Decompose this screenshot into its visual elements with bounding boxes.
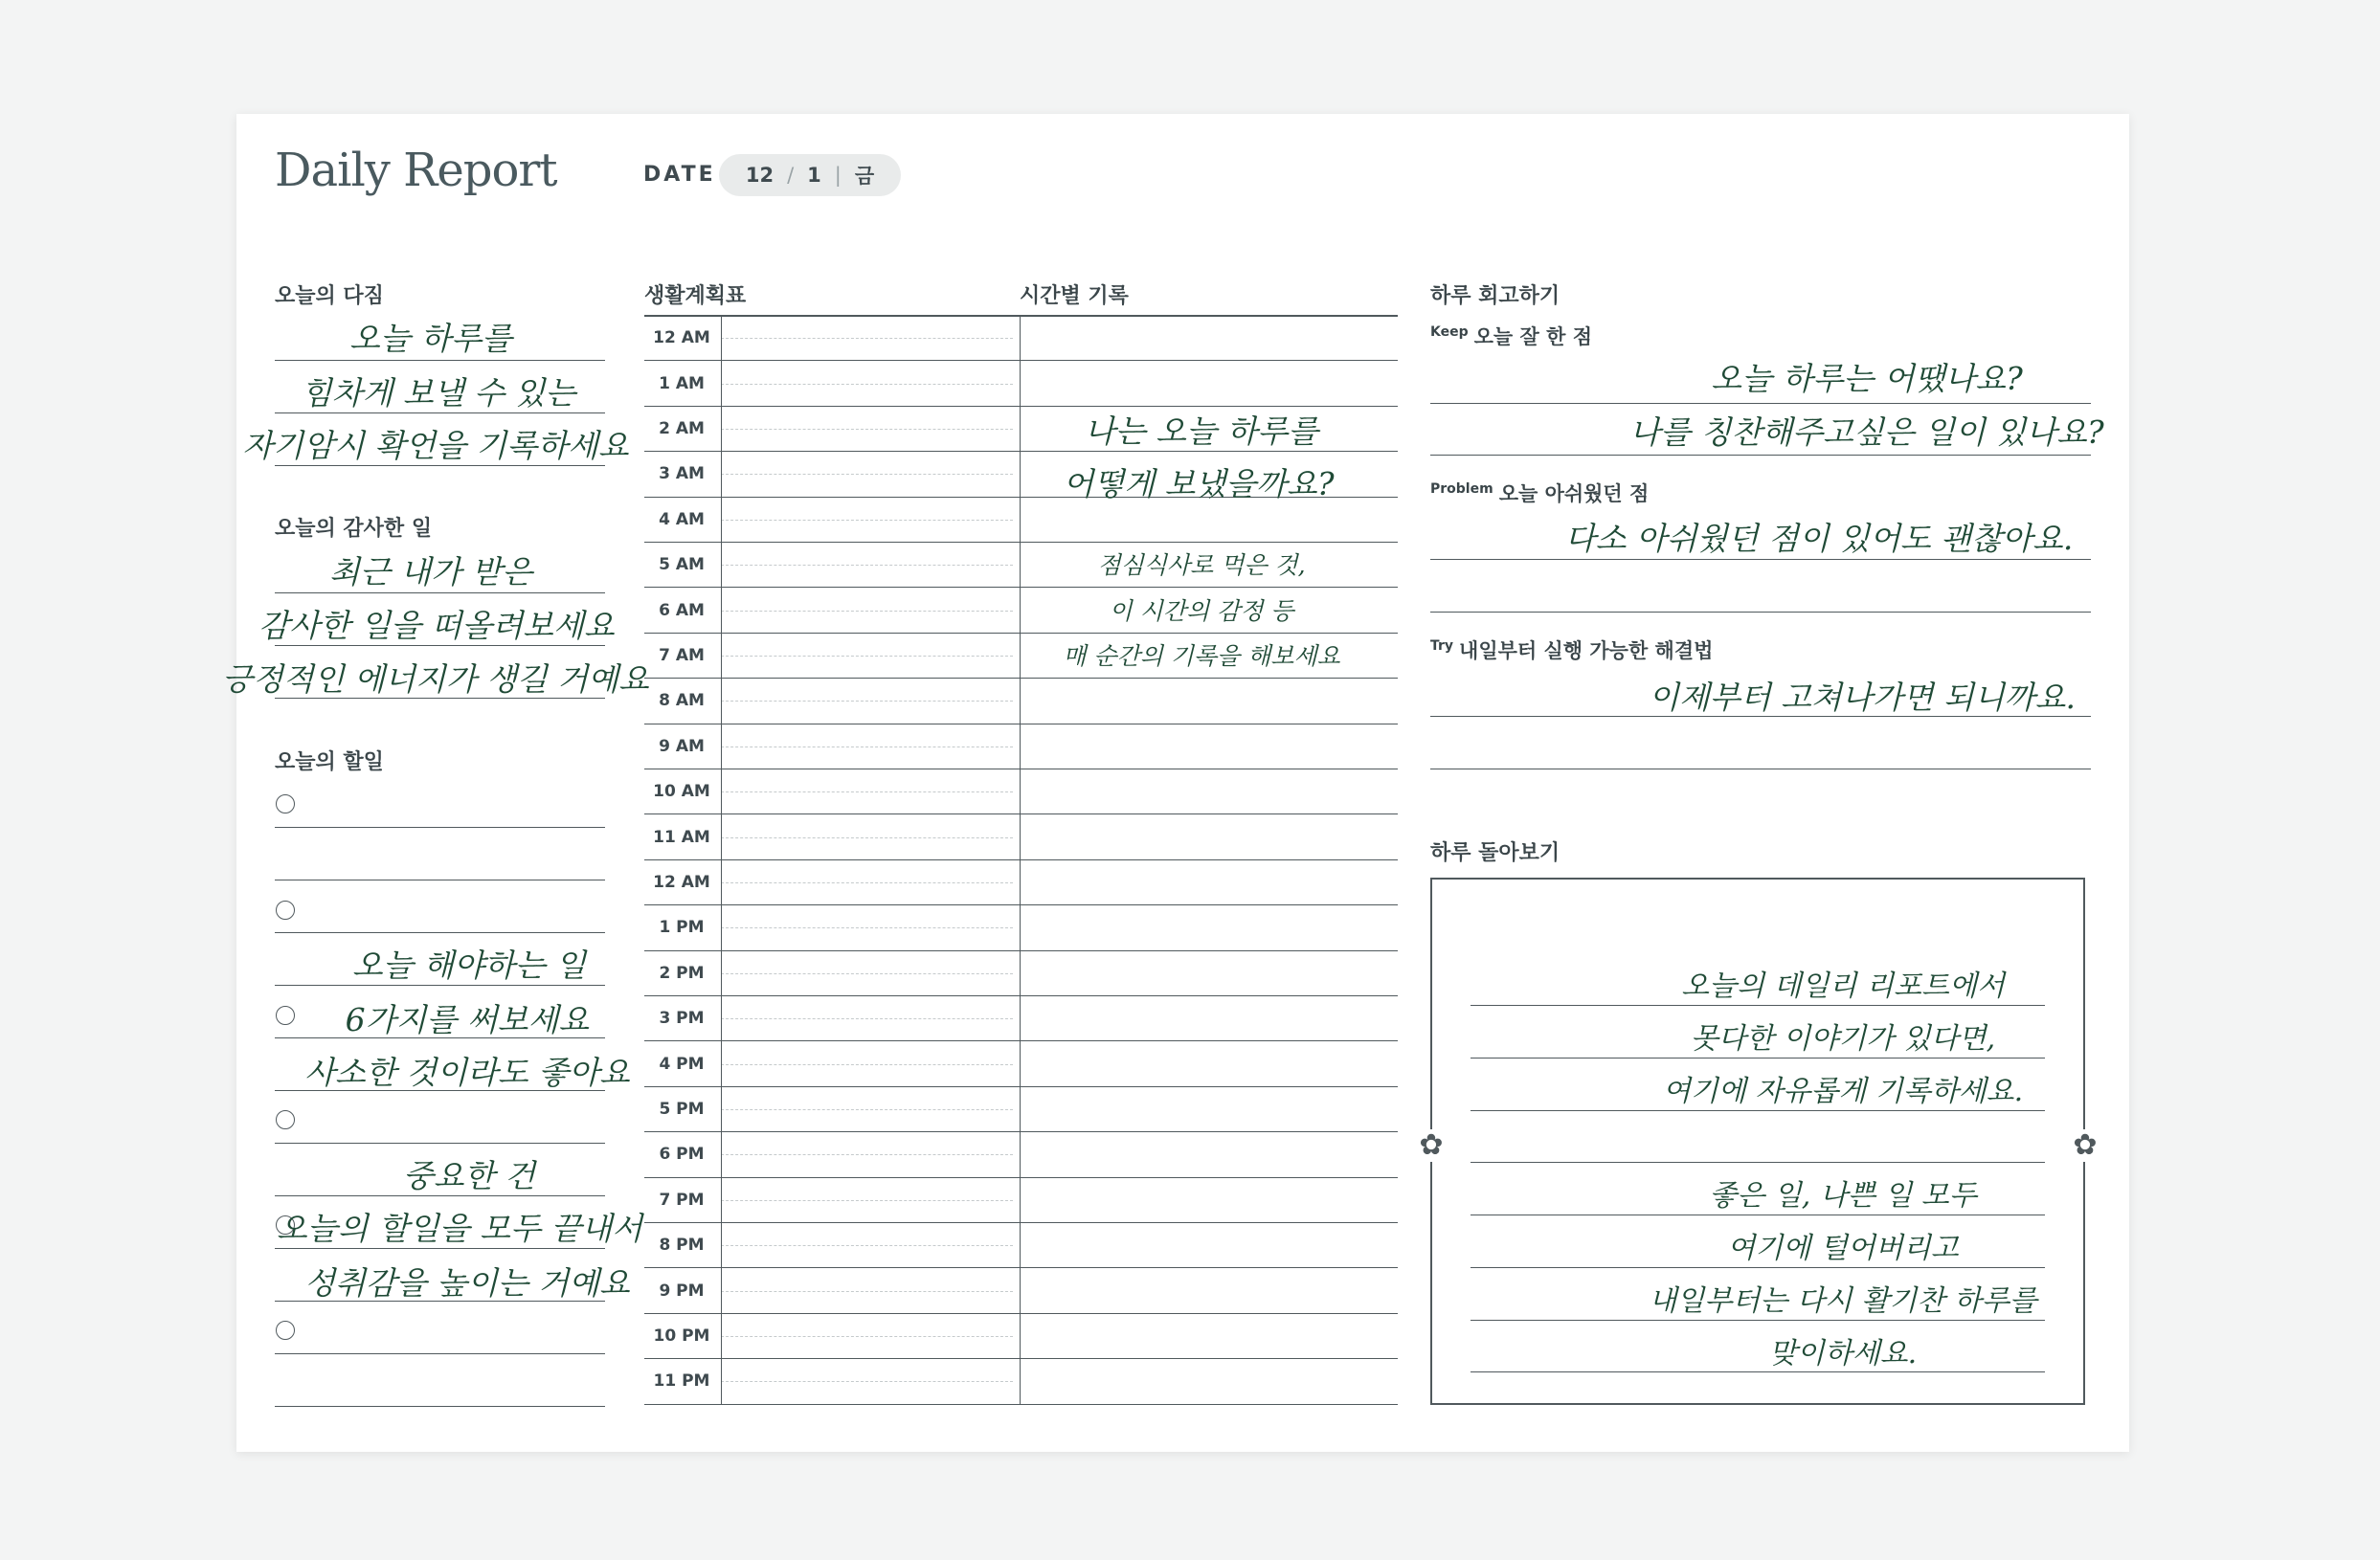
schedule-row[interactable] [644,1178,1398,1223]
plan-dashed-guide [721,1336,1013,1337]
time-label: 6 AM [659,600,705,620]
gratitude-line-1[interactable]: 최근 내가 받은 [328,553,533,591]
schedule-row[interactable] [644,1268,1398,1313]
schedule-row[interactable] [644,1314,1398,1359]
try-tag: Try [1430,638,1454,654]
time-label: 1 AM [659,373,705,393]
resolution-line-1[interactable]: 오늘 하루를 [349,320,512,357]
todo-circle-icon[interactable] [276,1006,295,1025]
plan-dashed-guide [721,1291,1013,1292]
gratitude-rule-1 [275,592,605,593]
gratitude-heading: 오늘의 감사한 일 [275,517,433,541]
plan-dashed-guide [721,429,1013,430]
schedule-row[interactable] [644,1087,1398,1132]
date-field[interactable] [719,154,901,196]
date-weekday: 금 [854,165,875,188]
schedule-row[interactable] [644,361,1398,406]
keep-tag: Keep [1430,324,1469,340]
time-label: 8 AM [659,691,705,711]
problem-rule-2 [1430,612,2091,613]
time-label: 1 PM [659,918,705,938]
plan-dashed-guide [721,384,1013,385]
schedule-row[interactable] [644,905,1398,950]
keep-rule-1 [1430,403,2091,404]
keep-rule-2 [1430,455,2091,456]
plan-dashed-guide [721,701,1013,702]
time-label: 10 PM [653,1326,710,1346]
gratitude-line-2[interactable]: 감사한 일을 떠올려보세요 [258,607,615,644]
record-note-2[interactable]: 어떻게 보냈을까요? [1063,465,1335,502]
record-note-1[interactable]: 나는 오늘 하루를 [1084,412,1319,450]
gratitude-line-3[interactable]: 긍정적인 에너지가 생길 거예요 [222,660,649,698]
keep-line-1[interactable]: 오늘 하루는 어땠나요? [1711,360,2023,397]
review-line-7[interactable]: 맞이하세요. [1768,1337,1918,1371]
time-label: 12 AM [653,872,710,892]
time-label: 11 PM [653,1371,710,1392]
date-label: DATE [643,163,716,187]
review-box[interactable] [1430,878,2085,1405]
record-note-5[interactable]: 매 순간의 기록을 해보세요 [1063,642,1340,670]
time-label: 7 PM [659,1190,705,1210]
review-rule-1 [1471,1005,2045,1006]
time-label: 5 PM [659,1099,705,1119]
time-label: 6 PM [659,1145,705,1165]
time-label: 9 AM [659,736,705,756]
plan-dashed-guide [721,973,1013,974]
plan-dashed-guide [721,1245,1013,1246]
todo-circle-icon[interactable] [276,1321,295,1340]
todo-line-2[interactable]: 6가지를 써보세요 [345,1001,590,1038]
plan-dashed-guide [721,474,1013,475]
schedule-row[interactable] [644,1359,1398,1404]
time-label: 12 AM [653,328,710,348]
todo-heading: 오늘의 할일 [275,750,384,774]
plan-dashed-guide [721,1018,1013,1019]
review-line-5[interactable]: 여기에 털어버리고 [1727,1232,1959,1265]
plan-dashed-guide [721,611,1013,612]
date-slash: / [787,164,795,187]
todo-circle-icon[interactable] [276,794,295,813]
keep-label: 오늘 잘 한 점 [1473,325,1592,348]
time-label: 4 PM [659,1054,705,1074]
date-month: 12 [745,164,775,187]
time-label: 2 PM [659,963,705,983]
page-title: Daily Report [275,144,557,197]
schedule-row[interactable] [644,316,1398,361]
plan-dashed-guide [721,1154,1013,1155]
resolution-line-2[interactable]: 힘차게 보낼 수 있는 [301,374,576,412]
try-heading [1430,635,1713,664]
time-label: 4 AM [659,509,705,529]
todo-rule-12 [275,1406,605,1407]
plan-dashed-guide [721,656,1013,657]
review-rule-6 [1471,1267,2045,1268]
review-rule-8 [1471,1371,2045,1372]
schedule-row[interactable] [644,1223,1398,1268]
plan-dashed-guide [721,791,1013,792]
plan-dashed-guide [721,1109,1013,1110]
resolution-rule-1 [275,360,605,361]
problem-tag: Problem [1430,481,1493,497]
schedule-row[interactable] [644,814,1398,859]
review-rule-2 [1471,1058,2045,1059]
date-bar: | [834,164,842,187]
clover-icon-left: ✿ [1415,1129,1448,1162]
schedule-row[interactable] [644,860,1398,905]
todo-circle-icon[interactable] [276,901,295,920]
todo-rule-7 [275,1143,605,1144]
time-label: 7 AM [659,645,705,665]
todo-rule-11 [275,1353,605,1354]
schedule-row[interactable] [644,1041,1398,1086]
schedule-row[interactable] [644,996,1398,1041]
plan-dashed-guide [721,520,1013,521]
plan-dashed-guide [721,882,1013,883]
review-line-2[interactable]: 못다한 이야기가 있다면, [1690,1022,1996,1056]
plan-dashed-guide [721,1200,1013,1201]
review-line-3[interactable]: 여기에 자유롭게 기록하세요. [1662,1075,2024,1108]
time-label: 8 PM [659,1236,705,1256]
time-label: 9 PM [659,1281,705,1301]
problem-line-1[interactable]: 다소 아쉬웠던 점이 있어도 괜찮아요. [1564,520,2074,557]
time-label: 2 AM [659,418,705,438]
retro-heading: 하루 회고하기 [1430,284,1560,308]
review-rule-3 [1471,1110,2045,1111]
plan-dashed-guide [721,1064,1013,1065]
review-line-4[interactable]: 좋은 일, 나쁜 일 모두 [1709,1179,1977,1213]
review-rule-4 [1471,1162,2045,1163]
resolution-heading: 오늘의 다짐 [275,284,384,308]
plan-dashed-guide [721,837,1013,838]
time-label: 5 AM [659,555,705,575]
plan-dashed-guide [721,1381,1013,1382]
try-label: 내일부터 실행 가능한 해결법 [1459,639,1714,662]
schedule-row[interactable] [644,679,1398,724]
problem-label: 오늘 아쉬웠던 점 [1498,482,1650,505]
review-line-6[interactable]: 내일부터는 다시 활기찬 하루를 [1649,1284,2037,1318]
plan-dashed-guide [721,338,1013,339]
todo-rule-3 [275,932,605,933]
time-column-divider [721,316,722,1405]
date-day: 1 [807,164,821,187]
plan-record-divider [1020,316,1021,1405]
time-label: 10 AM [653,782,710,802]
plan-heading: 생활계획표 [644,284,747,308]
keep-line-2[interactable]: 나를 칭찬해주고싶은 일이 있나요? [1629,413,2104,451]
todo-line-5[interactable]: 오늘의 할일을 모두 끝내서 [276,1210,643,1247]
record-note-4[interactable]: 이 시간의 감정 등 [1109,597,1294,625]
problem-heading [1430,479,1649,507]
resolution-line-3[interactable]: 자기암시 확언을 기록하세요 [242,427,629,464]
review-heading: 하루 돌아보기 [1430,841,1560,865]
time-label: 3 PM [659,1009,705,1029]
record-note-3[interactable]: 점심식사로 먹은 것, [1097,551,1306,579]
todo-rule-1 [275,827,605,828]
schedule-row[interactable] [644,951,1398,996]
plan-dashed-guide [721,927,1013,928]
todo-line-1[interactable]: 오늘 해야하는 일 [351,947,587,984]
todo-line-4[interactable]: 중요한 건 [402,1157,536,1194]
problem-rule-1 [1430,559,2091,560]
todo-line-3[interactable]: 사소한 것이라도 좋아요 [304,1054,630,1091]
todo-line-6[interactable]: 성취감을 높이는 거예요 [304,1264,630,1302]
schedule-row[interactable] [644,769,1398,814]
time-label: 3 AM [659,464,705,484]
schedule-row[interactable] [644,1132,1398,1177]
try-line-1[interactable]: 이제부터 고쳐나가면 되니까요. [1649,679,2076,716]
todo-circle-icon[interactable] [276,1110,295,1129]
keep-heading [1430,322,1592,350]
plan-dashed-guide [721,565,1013,566]
clover-icon-right: ✿ [2069,1129,2101,1162]
review-line-1[interactable]: 오늘의 데일리 리포트에서 [1681,969,2005,1003]
record-heading: 시간별 기록 [1020,284,1129,308]
review-rule-7 [1471,1320,2045,1321]
schedule-row[interactable] [644,724,1398,769]
time-label: 11 AM [653,827,710,847]
